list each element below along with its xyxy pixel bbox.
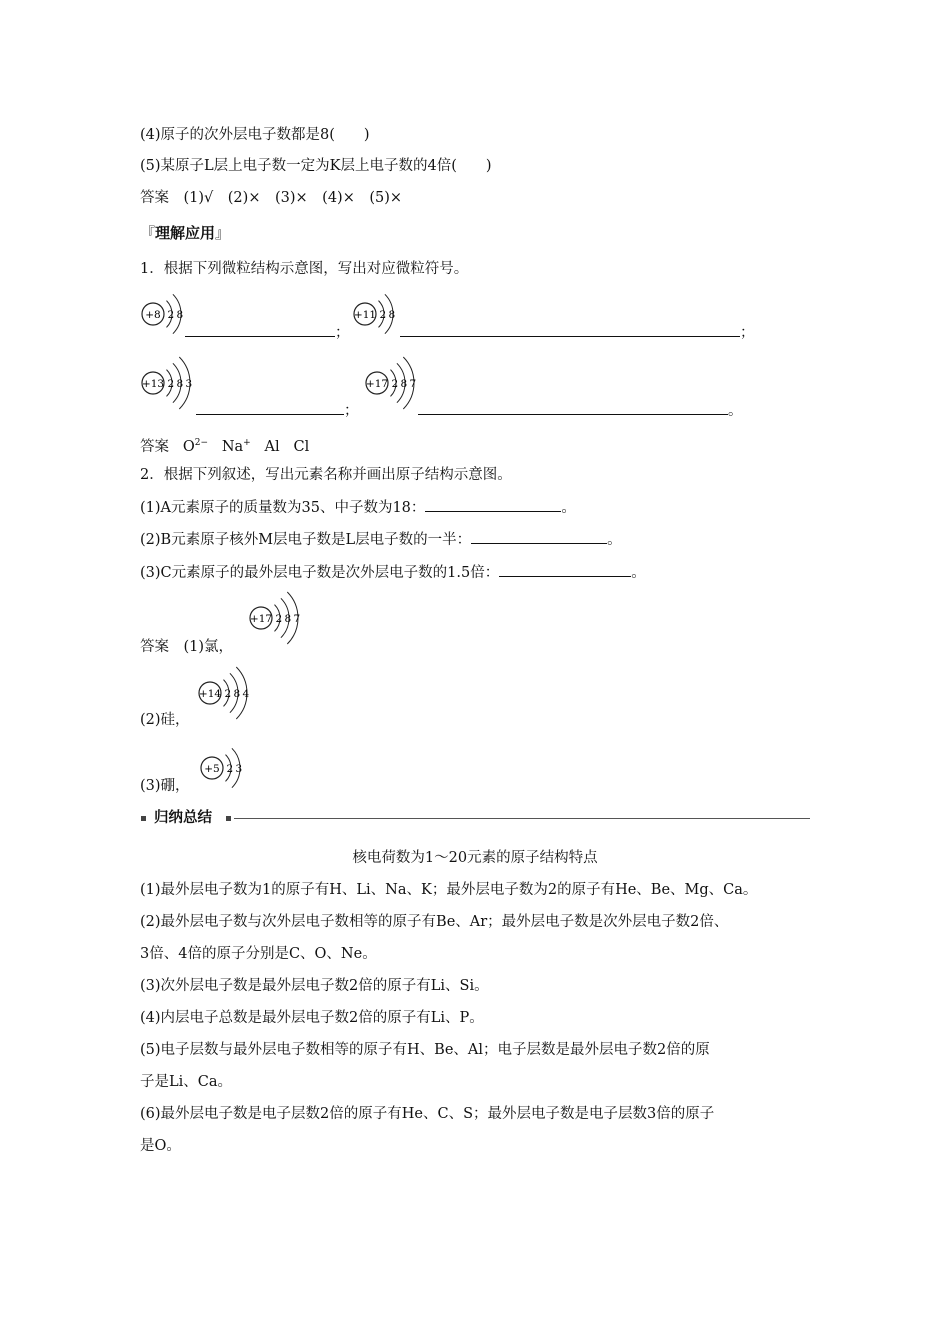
q2-a bbox=[140, 497, 576, 518]
q2-c bbox=[140, 562, 646, 583]
shell-electron-count: 8 bbox=[176, 309, 184, 321]
summary-p3: (3)次外层电子数是最外层电子数2倍的原子有Li、Si。 bbox=[140, 978, 489, 994]
q1-end: 。 bbox=[728, 403, 743, 419]
nucleus-charge: +11 bbox=[353, 309, 377, 321]
atom-diagram-silicon bbox=[197, 667, 268, 719]
shell-electron-count: 8 bbox=[176, 378, 184, 390]
shell-electron-count: 3 bbox=[185, 378, 193, 390]
summary-p2b: 3倍、4倍的原子分别是C、O、Ne。 bbox=[140, 946, 377, 962]
summary-p6a: (6)最外层电子数是电子层数2倍的原子有He、C、S；最外层电子数是电子层数3倍的原子 bbox=[140, 1106, 715, 1122]
answer-blank[interactable] bbox=[400, 322, 740, 337]
q2-a-text: (1)A元素原子的质量数为35、中子数为18： bbox=[140, 500, 426, 516]
section-heading-text: 理解应用 bbox=[155, 224, 216, 242]
summary-p2a: (2)最外层电子数与次外层电子数相等的原子有Be、Ar；最外层电子数是次外层电子数2倍、 bbox=[140, 914, 729, 930]
answer-na: Na bbox=[221, 439, 244, 455]
answer-cl: Cl bbox=[293, 439, 310, 455]
q1-blank-row2b bbox=[418, 400, 743, 421]
summary-p5a: (5)电子层数与最外层电子数相等的原子有H、Be、Al；电子层数是最外层电子数2倍的原 bbox=[140, 1042, 710, 1058]
shell-electron-count: 3 bbox=[235, 763, 243, 775]
q1-sep2: ； bbox=[740, 325, 755, 341]
summary-p5b: 子是Li、Ca。 bbox=[140, 1074, 233, 1090]
nucleus-charge: +17 bbox=[249, 613, 273, 625]
q2-c-end: 。 bbox=[631, 565, 646, 581]
answer-blank[interactable] bbox=[196, 400, 344, 415]
shell-electron-count: 7 bbox=[293, 613, 301, 625]
q2-a-end: 。 bbox=[561, 500, 576, 516]
answer-o: O bbox=[182, 439, 195, 455]
nucleus-charge: +8 bbox=[145, 309, 161, 321]
atom-structure-svg bbox=[197, 667, 268, 719]
q1-blank-row2a bbox=[196, 400, 359, 421]
q1-answer bbox=[140, 433, 309, 457]
q1-sep1: ； bbox=[335, 325, 350, 341]
q2-answer-2: (2)硅， bbox=[140, 712, 190, 728]
atom-diagram-boron bbox=[199, 742, 261, 794]
q1-blank-row1a bbox=[185, 322, 350, 343]
square-bullet-icon bbox=[226, 816, 231, 821]
q1-sep3: ； bbox=[344, 403, 359, 419]
divider bbox=[234, 818, 810, 819]
answer-blank[interactable] bbox=[471, 529, 607, 544]
q2-c-text: (3)C元素原子的最外层电子数是次外层电子数的1.5倍： bbox=[140, 565, 500, 581]
judge-q4: (4)原子的次外层电子数都是8( ) bbox=[140, 127, 370, 143]
summary-p1: (1)最外层电子数为1的原子有H、Li、Na、K；最外层电子数为2的原子有He、Be、Mg、Ca。 bbox=[140, 882, 758, 898]
judge-answer: 答案 (1)√ (2)× (3)× (4)× (5)× bbox=[140, 190, 403, 206]
atom-diagram-chlorine bbox=[248, 592, 319, 644]
q1-blank-row1b bbox=[400, 322, 755, 343]
q2-answer-1: 答案 (1)氯， bbox=[140, 639, 234, 655]
shell-electron-count: 2 bbox=[167, 378, 175, 390]
shell-electron-count: 8 bbox=[284, 613, 292, 625]
shell-electron-count: 8 bbox=[400, 378, 408, 390]
q2-answer-3: (3)硼， bbox=[140, 778, 190, 794]
shell-electron-count: 4 bbox=[242, 688, 250, 700]
summary-heading: 归纳总结 bbox=[154, 810, 212, 826]
q1-answer-label: 答案 bbox=[140, 439, 169, 455]
q2-b-end: 。 bbox=[607, 532, 622, 548]
q2-b-text: (2)B元素原子核外M层电子数是L层电子数的一半： bbox=[140, 532, 472, 548]
atom-structure-svg bbox=[199, 742, 261, 794]
answer-al: Al bbox=[264, 439, 280, 455]
judge-q5: (5)某原子L层上电子数一定为K层上电子数的4倍( ) bbox=[140, 158, 492, 174]
shell-electron-count: 2 bbox=[391, 378, 399, 390]
answer-blank[interactable] bbox=[418, 400, 728, 415]
nucleus-charge: +13 bbox=[141, 378, 165, 390]
nucleus-charge: +17 bbox=[365, 378, 389, 390]
summary-title: 核电荷数为1～20元素的原子结构特点 bbox=[352, 850, 598, 866]
answer-blank[interactable] bbox=[185, 322, 335, 337]
shell-electron-count: 2 bbox=[379, 309, 387, 321]
square-bullet-icon bbox=[141, 816, 146, 821]
shell-electron-count: 2 bbox=[226, 763, 234, 775]
q2-prompt: 2．根据下列叙述，写出元素名称并画出原子结构示意图。 bbox=[140, 467, 512, 483]
answer-na-charge: + bbox=[243, 438, 251, 448]
section-heading bbox=[140, 222, 230, 244]
q1-prompt: 1．根据下列微粒结构示意图，写出对应微粒符号。 bbox=[140, 261, 469, 277]
shell-electron-count: 8 bbox=[233, 688, 241, 700]
shell-electron-count: 8 bbox=[388, 309, 396, 321]
bracket-close: 』 bbox=[215, 224, 231, 242]
q2-b bbox=[140, 529, 622, 550]
shell-electron-count: 2 bbox=[224, 688, 232, 700]
bracket-open: 『 bbox=[140, 224, 156, 242]
shell-electron-count: 7 bbox=[409, 378, 417, 390]
answer-blank[interactable] bbox=[499, 562, 631, 577]
shell-electron-count: 2 bbox=[167, 309, 175, 321]
shell-electron-count: 2 bbox=[275, 613, 283, 625]
answer-blank[interactable] bbox=[425, 497, 561, 512]
answer-o-charge: 2− bbox=[194, 438, 208, 448]
atom-structure-svg bbox=[248, 592, 319, 644]
summary-heading-bar bbox=[140, 808, 810, 830]
summary-p6b: 是O。 bbox=[140, 1138, 181, 1154]
nucleus-charge: +5 bbox=[204, 763, 220, 775]
nucleus-charge: +14 bbox=[198, 688, 222, 700]
summary-p4: (4)内层电子总数是最外层电子数2倍的原子有Li、P。 bbox=[140, 1010, 484, 1026]
